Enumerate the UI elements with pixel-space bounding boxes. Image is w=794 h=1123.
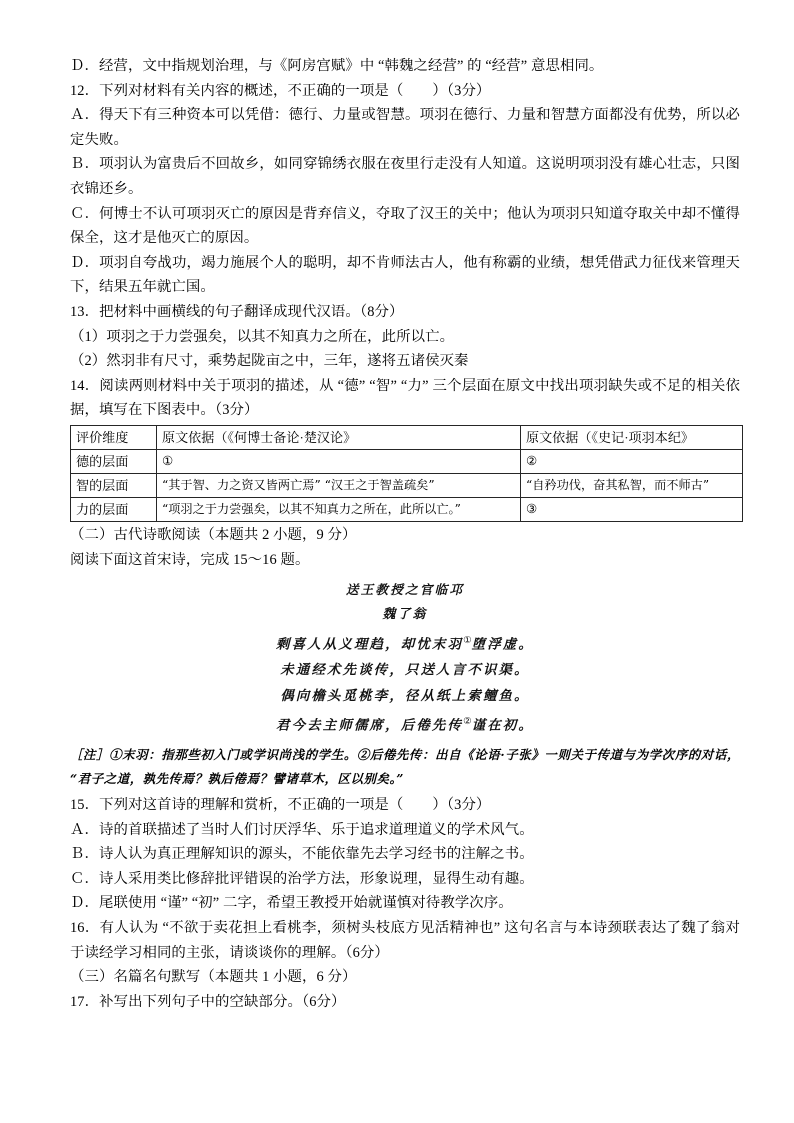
question-12-option-c: Ｃ．何博士不认可项羽灭亡的原因是背弃信义，夺取了汉王的关中；他认为项羽只知道夺取关中却不懂得保全，这才是他灭亡的原因。 (70, 205, 740, 247)
question-15-option-a: Ａ．诗的首联描述了当时人们讨厌浮华、乐于追求道理道义的学术风气。 (70, 821, 534, 838)
poem-author: 魏了翁 (382, 607, 428, 623)
table-cell-shiji-blank-3[interactable]: ③ (521, 497, 743, 521)
question-12-stem: 12．下列对材料有关内容的概述，不正确的一项是（ ）（3分） (70, 82, 491, 99)
table-row (71, 473, 743, 497)
question-12-option-b: Ｂ．项羽认为富贵后不回故乡，如同穿锦绣衣服在夜里行走没有人知道。这说明项羽没有雄心壮志，只图衣锦还乡。 (70, 156, 740, 197)
table-cell-hebo-quote: “项羽之于力尝强矣，以其不知真力之所在，此所以亡。” (157, 497, 521, 521)
poem-line-1 (70, 628, 740, 658)
table-header-dimension: 评价维度 (71, 425, 157, 449)
poetry-section-heading: （二）古代诗歌阅读（本题共 2 小题，9 分） (70, 526, 357, 543)
question-13-item-1: （1）项羽之于力尝强矣，以其不知真力之所在，此所以亡。 (70, 328, 455, 345)
question-15-option-c: Ｃ．诗人采用类比修辞批评错误的治学方法，形象说理，显得生动有趣。 (70, 870, 534, 887)
table-cell-shiji-blank-2[interactable]: ② (521, 449, 743, 473)
option-d-jingying: Ｄ．经营，文中指规划治理，与《阿房宫赋》中 “韩魏之经营” 的 “经营” 意思相同。 (70, 58, 604, 74)
table-cell-hebo-quote: “其于智、力之资又皆两亡焉” “汉王之于智盖疏矣” (157, 473, 521, 497)
poem-line-3 (70, 684, 740, 710)
poem-line-4-note-marker: ② (463, 716, 472, 728)
question-17-stem: 17．补写出下列句子中的空缺部分。（6分） (70, 993, 346, 1010)
poem-line-2 (70, 658, 740, 684)
question-12-option-d: Ｄ．项羽自夸战功，竭力施展个人的聪明，却不肯师法古人，他有称霸的业绩，想凭借武力征伐来管理天下，结果五年就亡国。 (70, 254, 740, 296)
question-16-stem: 16．有人认为 “不欲于卖花担上看桃李，须树头枝底方见活精神也” 这句名言与本诗颈联表达了魏了翁对于读经学习相同的主张，请谈谈你的理解。（6分） (70, 920, 740, 961)
poem-line-4-text-before: 君今去主师儒席，后倦先传 (276, 717, 464, 734)
poem-title: 送王教授之官临邛 (345, 582, 465, 598)
table-header-source-hebo: 原文依据（《何博士备论·楚汉论》 (157, 425, 521, 449)
table-cell-shiji-quote: “自矜功伐，奋其私智，而不师古” (521, 473, 743, 497)
table-cell-hebo-blank-1[interactable]: ① (157, 449, 521, 473)
poem-line-1-note-marker: ① (463, 635, 472, 647)
table-header-source-shiji: 原文依据（《史记·项羽本纪》 (521, 425, 743, 449)
poetry-instruction: 阅读下面这首宋诗，完成 15～16 题。 (70, 551, 310, 568)
question-14-stem: 14．阅读两则材料中关于项羽的描述，从 “德” “智” “力” 三个层面在原文中找出项羽缺失或不足的相关依据，填写在下图表中。（3分） (70, 377, 740, 419)
question-15-option-b: Ｂ．诗人认为真正理解知识的源头，不能依靠先去学习经书的注解之书。 (70, 846, 534, 863)
table-row (71, 449, 743, 473)
table-row (71, 497, 743, 521)
poem (70, 579, 740, 739)
poem-footnote: ［注］①末羽：指那些初入门或学识尚浅的学生。②后倦先传：出自《论语·子张》一则关于传道与为学次序的对话，“君子之道，孰先传焉？孰后倦焉？譬诸草木，区以别矣。” (70, 747, 740, 787)
question-13-item-2: （2）然羽非有尺寸，乘势起陇亩之中，三年，遂将五诸侯灭秦 (70, 353, 469, 370)
poem-line-3-text: 偶向檐头觅桃李，径从纸上索鳣鱼。 (280, 687, 530, 704)
poem-line-2-text: 未通经术先谈传，只送人言不识渠。 (280, 662, 530, 679)
question-15-option-d: Ｄ．尾联使用 “谨” “初” 二字，希望王教授开始就谨慎对待教学次序。 (70, 895, 513, 912)
table-cell-dimension: 德的层面 (71, 449, 157, 473)
poem-line-4-text-after: 谨在初。 (471, 717, 534, 734)
mingju-section-heading: （三）名篇名句默写（本题共 1 小题，6 分） (70, 969, 357, 986)
table-cell-dimension: 智的层面 (71, 473, 157, 497)
poem-line-4 (70, 709, 740, 739)
poem-line-1-text-before: 剩喜人从义理趋，却忧末羽 (276, 636, 464, 653)
poem-line-1-text-after: 堕浮虚。 (471, 636, 534, 653)
question-13-stem: 13．把材料中画横线的句子翻译成现代汉语。（8分） (70, 303, 404, 320)
table-header-row (71, 425, 743, 449)
table-cell-dimension: 力的层面 (71, 497, 157, 521)
evidence-table (70, 425, 743, 522)
question-15-stem: 15．下列对这首诗的理解和赏析，不正确的一项是（ ）（3分） (70, 797, 491, 814)
question-12-option-a: Ａ．得天下有三种资本可以凭借：德行、力量或智慧。项羽在德行、力量和智慧方面都没有优势，所以必定失败。 (70, 107, 740, 148)
